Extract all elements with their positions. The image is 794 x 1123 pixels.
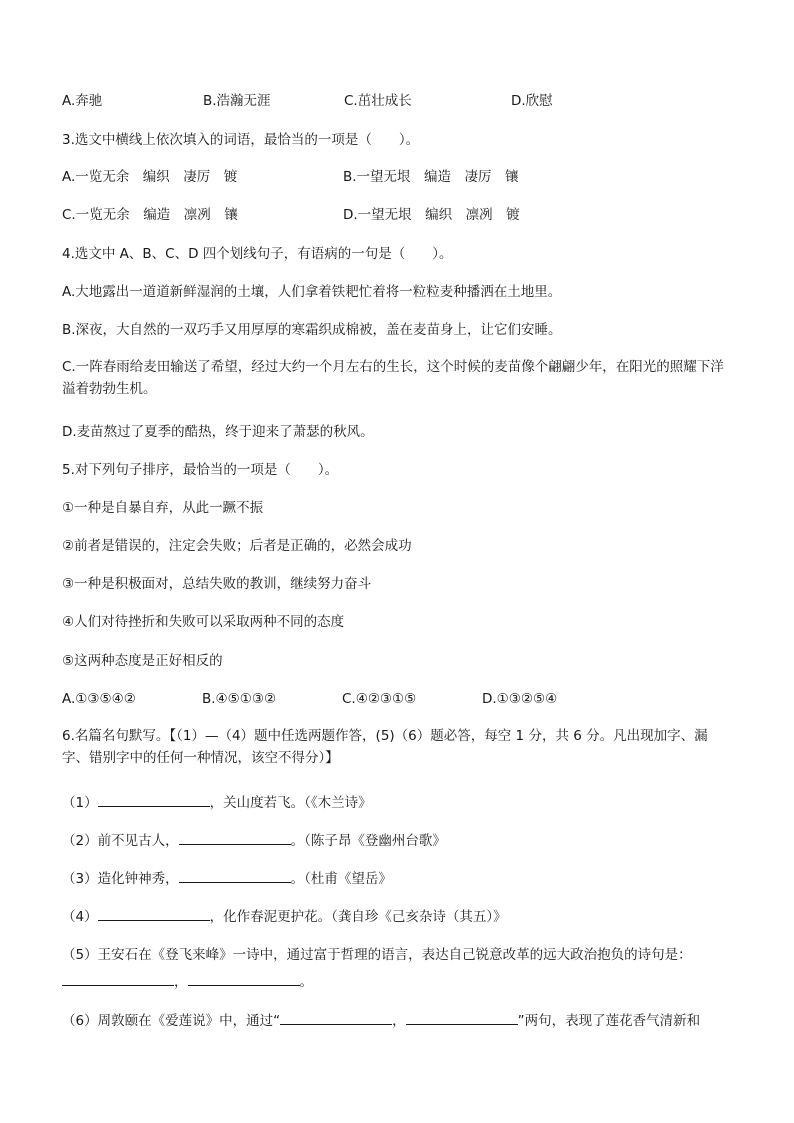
q6-part3-blank[interactable]	[179, 869, 291, 883]
q3-option-d: D.一望无垠 编织 凛冽 镀	[343, 207, 520, 223]
q6-part2-source: 。（陈子昂《登幽州台歌》	[290, 833, 446, 849]
q6-part1-text: ，关山度若飞。（《木兰诗》	[209, 795, 372, 811]
q4-option-d: D.麦苗熬过了夏季的酷热，终于迎来了萧瑟的秋风。	[62, 424, 374, 440]
q6-part6	[62, 1011, 732, 1030]
q4-option-a: A.大地露出一道道新鲜湿润的土壤，人们拿着铁耙忙着将一粒粒麦种播洒在土地里。	[62, 284, 562, 300]
q3-stem: 3.选文中横线上依次填入的词语，最恰当的一项是（ ）。	[62, 132, 420, 148]
q5-option-c: C.④②③①⑤	[342, 691, 417, 707]
q6-part4-text: ，化作春泥更护花。（龚自珍《己亥杂诗（其五）》	[209, 909, 507, 925]
q2-option-c: C.茁壮成长	[344, 93, 412, 109]
q5-option-a: A.①③⑤④②	[62, 691, 136, 707]
q3-option-c: C.一览无余 编造 凛冽 镶	[62, 207, 238, 223]
q6-part4-blank[interactable]	[98, 907, 210, 921]
q6-part5-blank-1[interactable]	[62, 972, 174, 986]
q6-part6-text: （6）周敦颐在《爱莲说》中，通过“	[62, 1013, 281, 1029]
q6-part5-period: 。	[299, 974, 313, 990]
q6-part6-tail: ”两句，表现了莲花香气清新和	[517, 1013, 701, 1029]
q6-part3	[62, 869, 732, 888]
q6-part6-comma: ，	[392, 1013, 406, 1029]
q2-option-a: A.奔驰	[62, 93, 103, 109]
q2-option-b: B.浩瀚无涯	[203, 93, 271, 109]
q5-item-1: ①一种是自暴自弃，从此一蹶不振	[62, 500, 264, 516]
q6-part5: （5）王安石在《登飞来峰》一诗中，通过富于哲理的语言，表达自己锐意改革的远大政治抱负的诗句是：	[62, 947, 692, 963]
q6-part2	[62, 831, 732, 850]
q6-part4	[62, 907, 732, 926]
q4-stem: 4.选文中 A、B、C、D 四个划线句子，有语病的一句是（ ）。	[62, 246, 453, 262]
q5-item-3: ③一种是积极面对，总结失败的教训，继续努力奋斗	[62, 576, 372, 592]
q5-option-d: D.①③②⑤④	[482, 691, 558, 707]
q6-part3-text: （3）造化钟神秀，	[62, 871, 179, 887]
q6-part5-blank-2[interactable]	[188, 972, 300, 986]
q5-option-b: B.④⑤①③②	[202, 691, 277, 707]
q5-item-2: ②前者是错误的，注定会失败；后者是正确的，必然会成功	[62, 538, 412, 554]
q5-item-4: ④人们对待挫折和失败可以采取两种不同的态度	[62, 614, 345, 630]
q3-option-b: B.一望无垠 编造 凄厉 镶	[343, 169, 519, 185]
q6-stem: 6.名篇名句默写。【（1）—（4）题中任选两题作答，(5)（6）题必答，每空 1 分，共 6 分。凡出现加字、漏字、错别字中的任何一种情况，该空不得分）】	[62, 728, 708, 766]
q6-part1-blank[interactable]	[98, 793, 210, 807]
q6-part6-blank-1[interactable]	[280, 1011, 392, 1025]
q6-part2-text: （2）前不见古人，	[62, 833, 179, 849]
q6-part1	[62, 793, 732, 812]
q5-stem: 5.对下列句子排序，最恰当的一项是（ ）。	[62, 462, 339, 478]
q5-item-5: ⑤这两种态度是正好相反的	[62, 653, 223, 669]
q6-part1-number: （1）	[62, 795, 98, 811]
q6-part5-comma: ，	[174, 974, 188, 990]
q4-option-c: C.一阵春雨给麦田输送了希望，经过大约一个月左右的生长，这个时候的麦苗像个翩翩少年，在阳光的照耀下洋溢着勃勃生机。	[62, 359, 724, 397]
q3-option-a: A.一览无余 编织 凄厉 镀	[62, 169, 238, 185]
q6-part3-source: 。（杜甫《望岳》	[290, 871, 392, 887]
q6-part5-blanks	[62, 972, 732, 991]
q6-part4-number: （4）	[62, 909, 98, 925]
q4-option-b: B.深夜，大自然的一双巧手又用厚厚的寒霜织成棉被，盖在麦苗身上，让它们安睡。	[62, 322, 562, 338]
q6-part2-blank[interactable]	[179, 831, 291, 845]
q2-option-d: D.欣慰	[511, 93, 553, 109]
q6-part6-blank-2[interactable]	[406, 1011, 518, 1025]
